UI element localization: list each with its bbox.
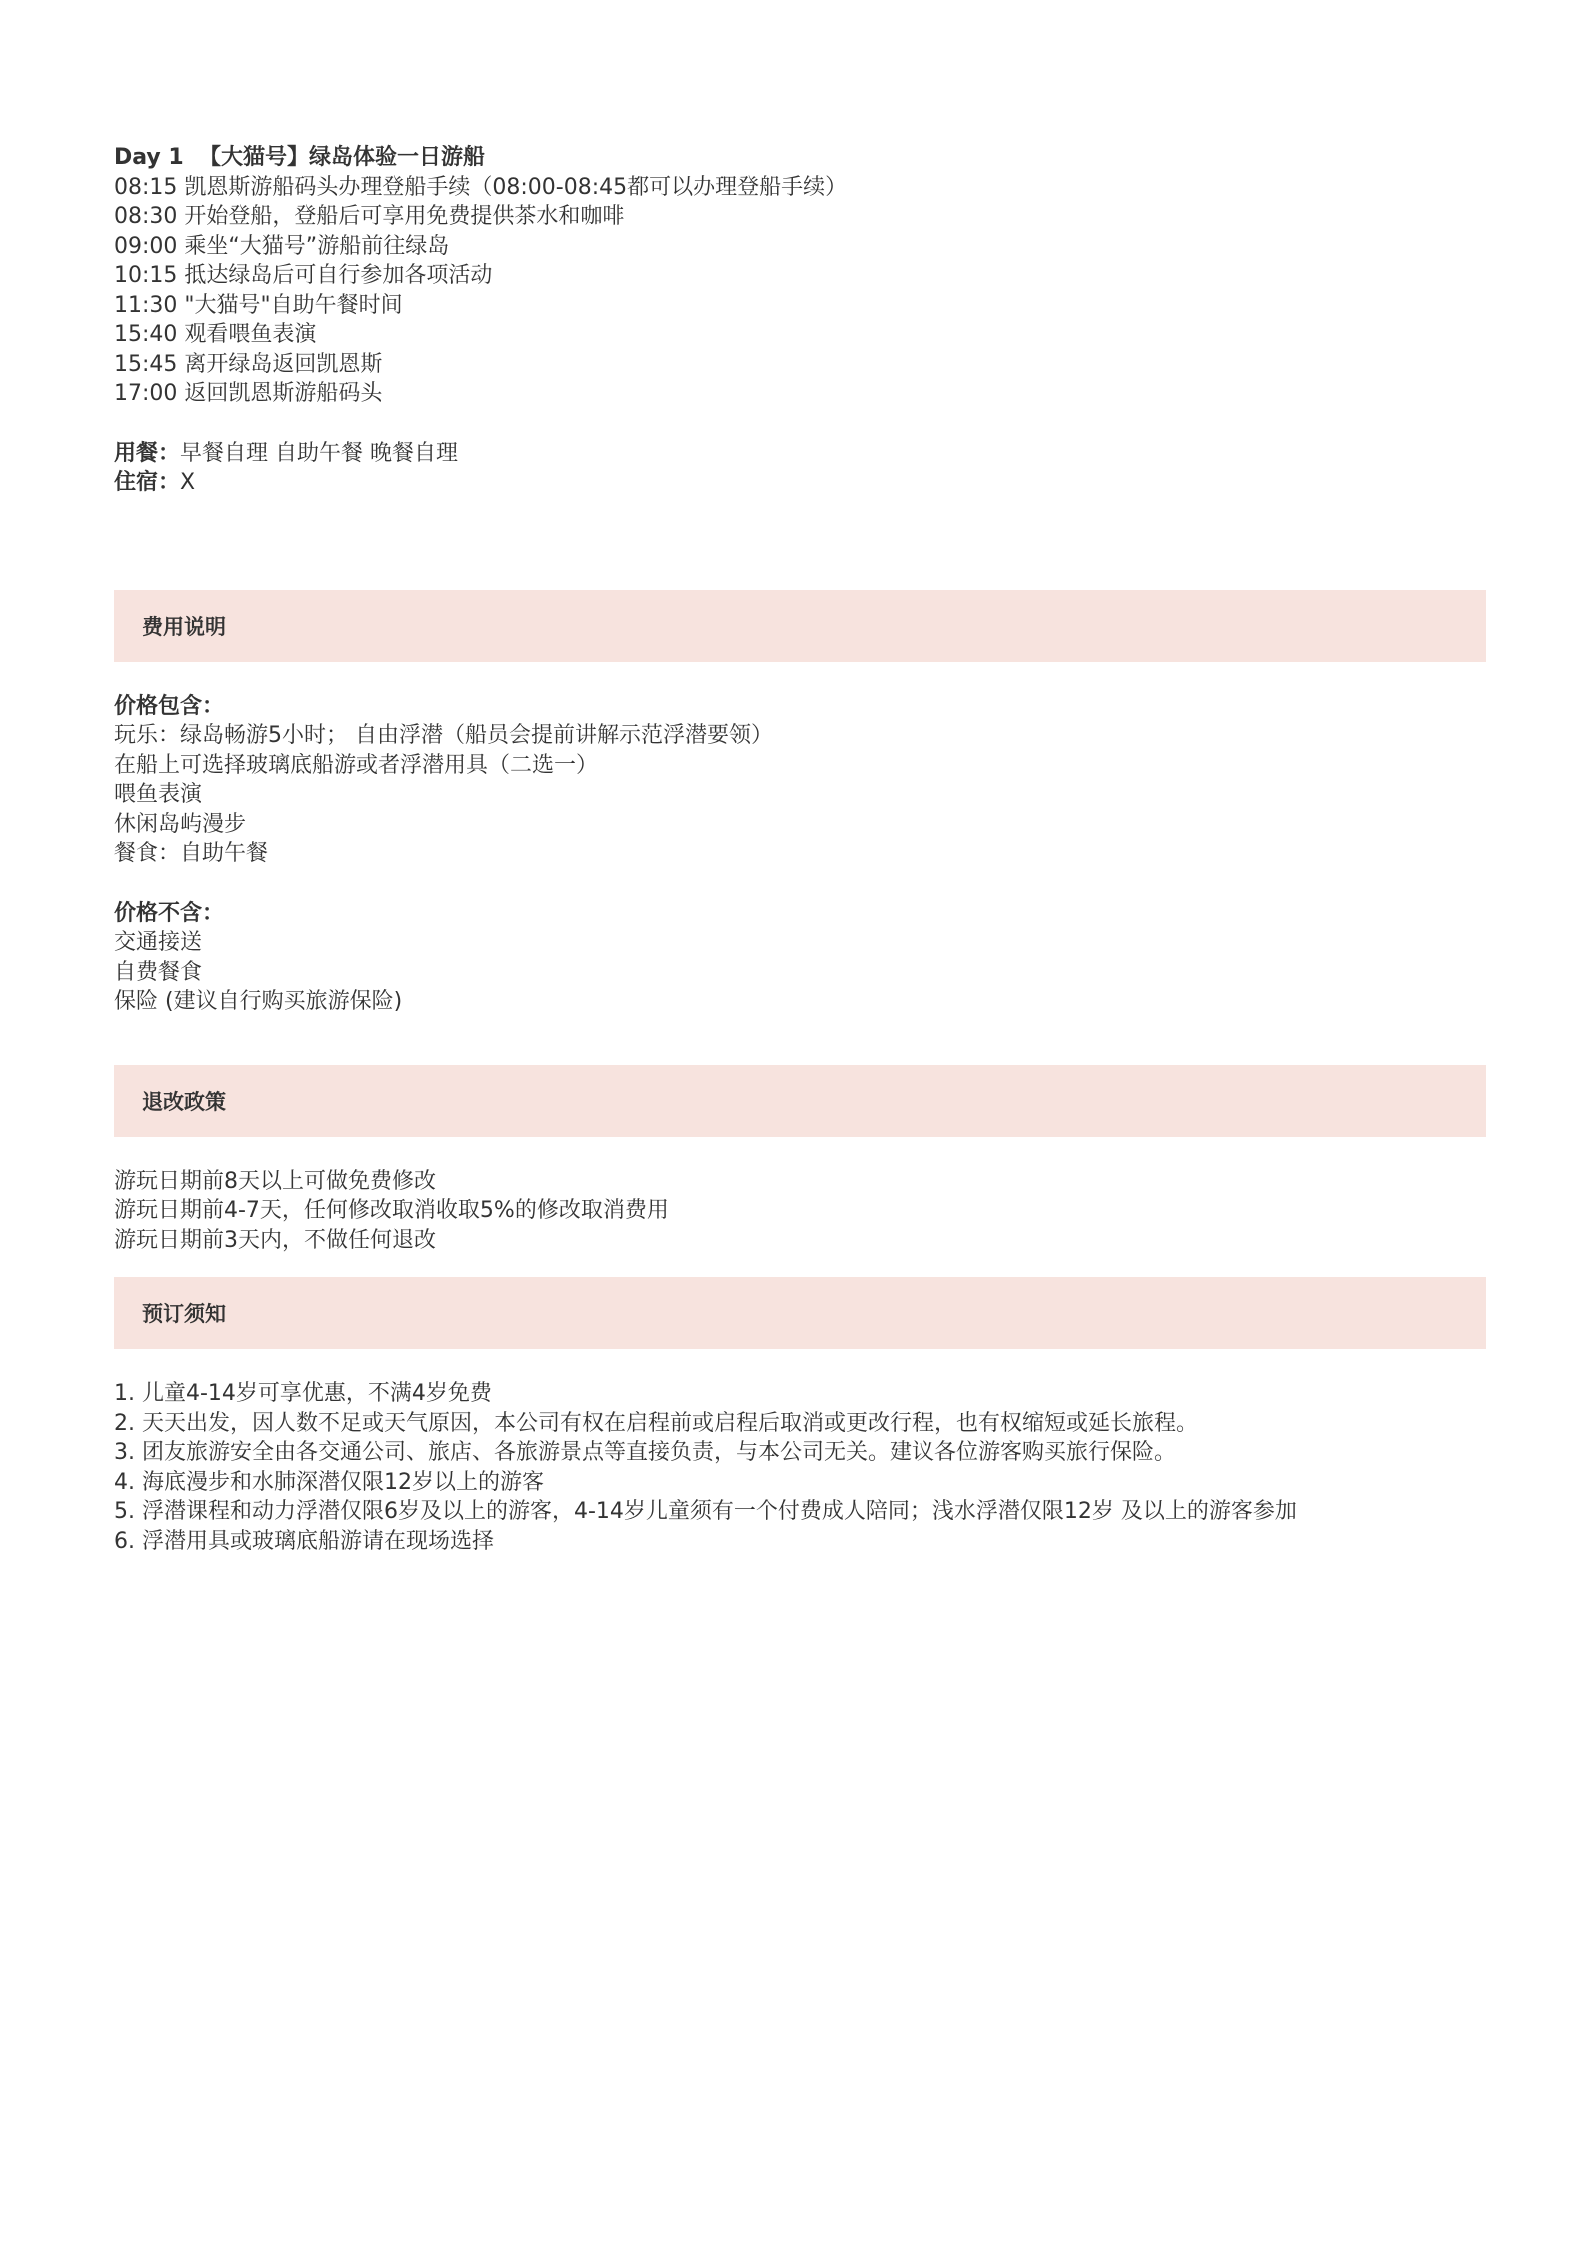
includes-item: 餐食：自助午餐: [114, 841, 269, 866]
includes-item: 玩乐：绿岛畅游5小时； 自由浮潜（船员会提前讲解示范浮潜要领）: [114, 723, 773, 748]
includes-list: [114, 721, 1486, 869]
excludes-list: [114, 928, 1486, 1017]
refund-list: [114, 1167, 1486, 1256]
includes-label: 价格包含：: [114, 693, 225, 719]
schedule-item: 09:00 乘坐“大猫号”游船前往绿岛: [114, 233, 450, 259]
booking-section-title: 预订须知: [142, 1302, 226, 1326]
refund-item: 游玩日期前3天内，不做任何退改: [114, 1227, 436, 1253]
booking-section-header: [114, 1277, 1486, 1349]
schedule-item: 15:40 观看喂鱼表演: [114, 322, 317, 347]
schedule-item: 08:30 开始登船，登船后可享用免费提供茶水和咖啡: [114, 204, 625, 229]
itinerary-content: [114, 143, 1486, 1556]
meals-value: 早餐自理 自助午餐 晚餐自理: [180, 440, 459, 466]
excludes-item: 交通接送: [114, 930, 203, 955]
booking-item: 5. 浮潜课程和动力浮潜仅限6岁及以上的游客，4-14岁儿童须有一个付费成人陪同；浅水浮潜仅限12岁 及以上的游客参加: [114, 1499, 1297, 1524]
includes-item: 休闲岛屿漫步: [114, 811, 247, 837]
fees-section-title: 费用说明: [142, 614, 226, 639]
schedule-item: 10:15 抵达绿岛后可自行参加各项活动: [114, 263, 493, 288]
booking-item: 2. 天天出发，因人数不足或天气原因，本公司有权在启程前或启程后取消或更改行程，也有权缩短或延长旅程。: [114, 1410, 1198, 1436]
includes-item: 在船上可选择玻璃底船游或者浮潜用具（二选一）: [114, 752, 599, 778]
excludes-label: 价格不含：: [114, 900, 225, 926]
booking-list: [114, 1379, 1486, 1556]
booking-item: 6. 浮潜用具或玻璃底船游请在现场选择: [114, 1528, 494, 1554]
refund-section-title: 退改政策: [142, 1089, 226, 1114]
schedule-list: [114, 173, 1486, 409]
excludes-item: 保险 (建议自行购买旅游保险): [114, 989, 403, 1014]
schedule-item: 08:15 凯恩斯游船码头办理登船手续（08:00-08:45都可以办理登船手续）: [114, 174, 848, 200]
excludes-item: 自费餐食: [114, 959, 203, 985]
refund-item: 游玩日期前8天以上可做免费修改: [114, 1168, 436, 1194]
refund-section-header: [114, 1065, 1486, 1137]
schedule-item: 11:30 "大猫号"自助午餐时间: [114, 292, 403, 318]
fees-section-header: [114, 590, 1486, 662]
includes-item: 喂鱼表演: [114, 782, 203, 807]
day-title: Day 1 【大猫号】绿岛体验一日游船: [114, 145, 486, 170]
schedule-item: 15:45 离开绿岛返回凯恩斯: [114, 351, 383, 377]
meals-label: 用餐：: [114, 440, 181, 466]
booking-item: 1. 儿童4-14岁可享优惠，不满4岁免费: [114, 1381, 492, 1406]
meals-row: [114, 439, 1486, 469]
stay-label: 住宿：: [114, 470, 181, 495]
refund-item: 游玩日期前4-7天，任何修改取消收取5%的修改取消费用: [114, 1198, 669, 1223]
booking-item: 3. 团友旅游安全由各交通公司、旅店、各旅游景点等直接负责，与本公司无关。建议各位游客购买旅行保险。: [114, 1440, 1176, 1465]
schedule-item: 17:00 返回凯恩斯游船码头: [114, 381, 383, 406]
stay-row: [114, 468, 1486, 498]
booking-item: 4. 海底漫步和水肺深潜仅限12岁以上的游客: [114, 1469, 544, 1495]
stay-value: X: [180, 470, 196, 495]
